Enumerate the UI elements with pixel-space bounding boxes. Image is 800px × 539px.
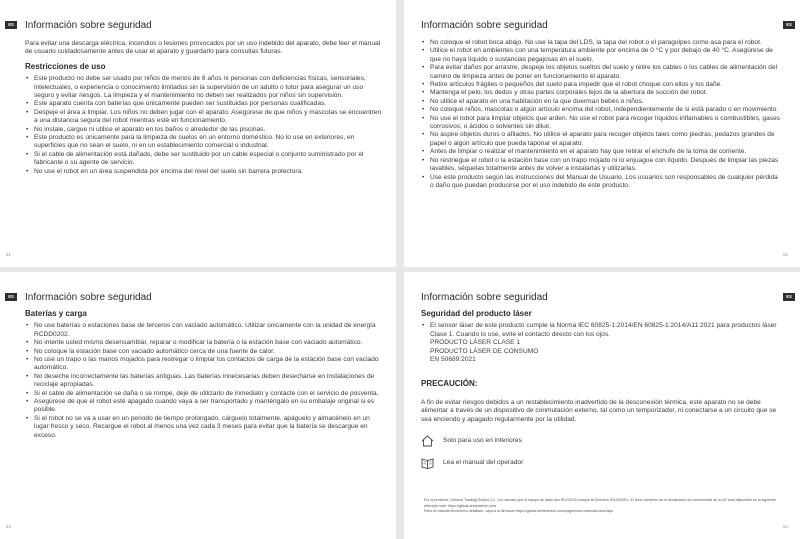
list-item: • Use este producto según las instrucciones del Manual de Usuario. Los usuarios son responsables de cualquier pérdida o daño que puedan producirse por el uso indebido de este producto. (421, 174, 783, 191)
list-item: • Retire artículos frágiles o pequeños del suelo para impedir que el robot choque con ellos y los dañe. (421, 81, 783, 89)
bullet-list (421, 39, 783, 190)
laser-class-line: EN 50689:2021 (430, 356, 476, 364)
page-number: 61 (6, 252, 12, 257)
page-title: Información sobre seguridad (25, 20, 152, 31)
house-icon (421, 435, 434, 447)
list-item: • Si el robot no se va a usar en un periodo de tiempo prolongado, cárguelo totalmente, apáguelo y almacénelo en un lugar fresco y seco. Recargue el robot al menos una vez cada 3 meses para evitar que la batería se descargue en exceso. (25, 415, 383, 440)
laser-class-line: PRODUCTO LÁSER CLASE 1 (430, 339, 521, 347)
open-book-icon (421, 457, 434, 469)
list-item: • No restriegue el robot o la estación base con un trapo mojado ni lo enjuague con líquido. Después de limpiar las piezas lavables, séquelas totalmente antes de volver a instalarlas y utilizarlas. (421, 157, 783, 174)
read-manual-label: Lea el manual del operador (443, 458, 524, 466)
list-item: • No use un trapo o las manos mojados para restregar o limpiar los contactos de carga de la estación base con vaciado automático. (25, 356, 383, 373)
list-item: • Este aparato cuenta con baterías que únicamente pueden ser sustituidas por personas cualificadas. (25, 100, 383, 108)
section-heading: Baterías y carga (25, 309, 87, 318)
language-tab: ES (5, 293, 17, 301)
manual-page-62 (404, 0, 800, 267)
section-heading: Restricciones de uso (25, 61, 106, 71)
language-tab: ES (783, 21, 795, 29)
laser-class-line: PRODUCTO LÁSER DE CONSUMO (430, 347, 539, 355)
list-item: • No coloque niños, mascotas o algún artículo encima del robot, independientemente de si está parado o en movimiento. (421, 106, 783, 114)
laser-classification (430, 339, 783, 364)
bullet-list (25, 322, 383, 440)
indoor-use-row (421, 434, 783, 448)
precaution-heading: PRECAUCIÓN: (421, 379, 478, 389)
section-heading: Seguridad del producto láser (421, 309, 532, 318)
list-item: • No use el robot en un área suspendida por encima del nivel del suelo sin barrera protectora. (25, 168, 383, 176)
manual-page-63 (0, 272, 396, 539)
language-tab: ES (783, 293, 795, 301)
list-item: • El sensor láser de este producto cumple la Norma IEC 60825-1:2014/EN 60825-1:2014/A11:2021 para productos láser Clase 1. Cuando lo use, evite el contacto directo con los ojos. (421, 322, 783, 339)
list-item: • No use baterías o estaciones base de terceros con vaciado automático. Utilizar únicamente con la unidad de energía RCDD0202. (25, 322, 383, 339)
page-number: 63 (6, 524, 12, 529)
intro-paragraph: Para evitar una descarga eléctrica, incendios o lesiones provocados por un uso indebido del aparato, debe leer el manual de usuario cuidadosamente antes de usar el aparato y guardarlo para consultas futuras. (25, 40, 381, 56)
list-item: • No use el robot para limpiar objetos que arden. No use el robot para recoger líquidos inflamables o combustibles, gases corrosivos, o ácidos o solventes sin diluir. (421, 115, 783, 132)
indoor-use-label: Solo para uso en interiores (443, 436, 522, 444)
list-item: • No utilice el aparato en una habitación en la que duerman bebés o niños. (421, 98, 783, 106)
list-item: • Mantenga el pelo, los dedos y otras partes corporales lejos de la abertura de succión del robot. (421, 89, 783, 97)
list-item: • No aspire objetos duros o afilados. No utilice el aparato para recoger objetos tales como piedras, pedazos grandes de papel o algún artículo que pueda taponar el aparato. (421, 131, 783, 148)
language-tab: ES (5, 21, 17, 29)
page-title: Información sobre seguridad (25, 292, 152, 303)
page-content (421, 310, 783, 470)
page-number: 62 (782, 252, 788, 257)
declaration-note: Por la presente, Dreame Trading(Tianjin) Co., Ltd. declara que el equipo de radio tipo RLD32GD cumple la Directiva 2014/53/EU. El texto completo de la declaración de conformidad de la UE está disponible en la siguiente dirección web: https://global.dreametech.com (424, 498, 777, 508)
list-item: • No instale, cargue ni utilice el aparato en los baños o alrededor de las piscinas. (25, 126, 383, 134)
manual-page-61 (0, 0, 396, 267)
manual-page-64 (404, 272, 800, 539)
list-item: • Antes de limpiar o realizar el mantenimiento en el aparato hay que retirar el enchufe de la toma de corriente. (421, 148, 783, 156)
page-title: Información sobre seguridad (421, 20, 548, 31)
precaution-paragraph: A fin de evitar riesgos debidos a un restablecimiento inadvertido de la desconexión térmica, este aparato no se debe alimentar a través de un dispositivo de conmutación externo, tal como un temporizador, ni conectarse a un circuito que se sea enciendo y apagado regularmente por la utilidad. (421, 398, 777, 423)
list-item: • No coloque la estación base con vaciado automático cerca de una fuente de calor. (25, 348, 383, 356)
page-content (421, 39, 783, 190)
list-item: • Este producto es únicamente para la limpieza de suelos en un entorno doméstico. No lo use en exteriores, en superficies que no sean el suelo, ni en un establecimiento comercial o industrial. (25, 134, 383, 151)
list-item: • Despeje el área a limpiar. Los niños no deben jugar con el aparato. Asegúrese de que niños y mascotas se encuentren a una distancia segura del robot mientras esté en funcionamiento. (25, 109, 383, 126)
list-item: • No deseche incorrectamente las baterías antiguas. Las baterías innecesarias deben desecharse en instalaciones de reciclaje apropiadas. (25, 373, 383, 390)
page-number: 64 (782, 524, 788, 529)
list-item: • Asegúrese de que el robot esté apagado cuando vaya a ser transportado y manténgalo en su embalaje original si es posible. (25, 398, 383, 415)
bullet-list (25, 75, 383, 176)
footnote (424, 498, 784, 515)
list-item: • Si el cable de alimentación se daña o se rompe, deje de utilizarlo de inmediato y contacte con el servicio de posventa. (25, 390, 383, 398)
manual-link-note: Para un manual electrónico detallado, vaya a la dirección https://global.dreametech.com/pages/user-manuals-and-faqs (424, 509, 613, 514)
list-item: • Este producto no debe ser usado por niños de menos de 8 años ni personas con deficiencias físicas, sensoriales, intelectuales, o experiencia o conocimiento limitados sin la supervisión de un adulto o tutor para asegurar un uso seguro y evitar riesgos. La limpieza y el mantenimiento no deben ser realizados por niños sin supervisión. (25, 75, 383, 100)
page-content (25, 40, 383, 176)
page-content (25, 310, 383, 440)
list-item: • Si el cable de alimentación está dañado, debe ser sustituido por un cable especial o conjunto suministrado por el fabricante o su agente de servicio. (25, 151, 383, 168)
read-manual-row (421, 456, 783, 470)
list-item: • Para evitar daños por arrastre, despeje los objetos sueltos del suelo y retire los cables o los cables de alimentación del camino de limpieza antes de poner en funcionamiento el aparato. (421, 64, 783, 81)
list-item: • Utilice el robot en ambientes con una temperatura ambiente por encima de 0 °C y por debajo de 40 °C. Asegúrese de que no haya líquido o sustancias pegajosas en el suelo. (421, 47, 783, 64)
list-item: • No coloque el robot boca abajo. No use la tapa del LDS, la tapa del robot o el paragolpes como asa para el robot. (421, 39, 783, 47)
bullet-list (421, 322, 783, 339)
list-item: • No intente usted mismo desensamblar, reparar o modificar la batería o la estación base con vaciado automático. (25, 339, 383, 347)
page-title: Información sobre seguridad (421, 292, 548, 303)
